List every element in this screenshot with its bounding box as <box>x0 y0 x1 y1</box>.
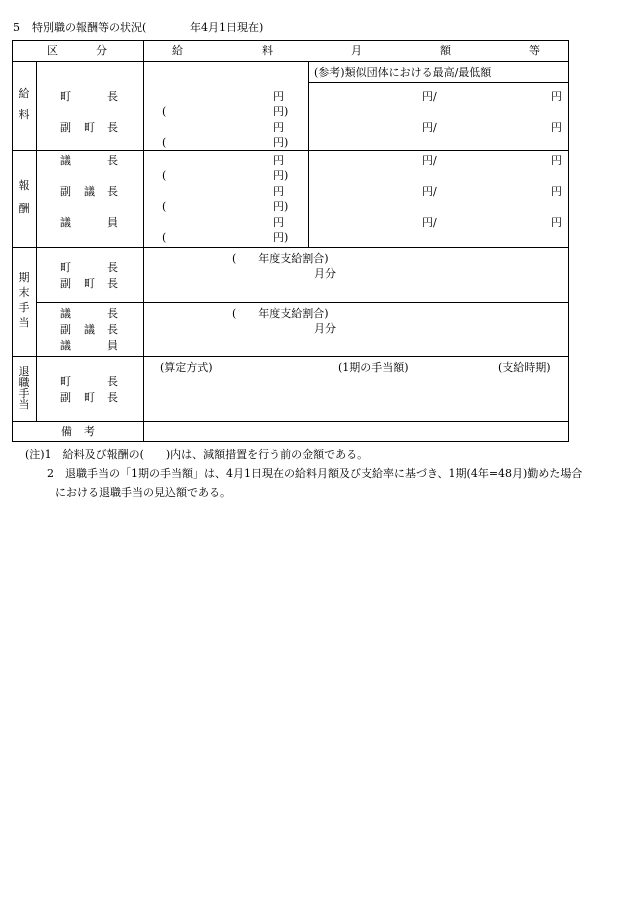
yen-label: 円 <box>273 216 284 229</box>
header-getsugaku-1: 月 <box>351 44 362 57</box>
header-kyuryo-2: 料 <box>262 44 273 57</box>
paren-open: ( <box>162 136 167 149</box>
paren-open: ( <box>162 169 167 182</box>
paren-open: ( <box>162 105 167 118</box>
header-kyuryo-1: 給 <box>172 44 183 57</box>
kimatsu-ratio-label: ( 年度支給割合) <box>232 252 329 265</box>
ref-range-max: 円 <box>551 90 562 103</box>
kyuryo-label: 給 料 <box>18 87 30 121</box>
yen-label: 円 <box>273 90 284 103</box>
ref-range-min: 円/ <box>422 154 437 167</box>
header-getsugaku-2: 額 <box>440 44 451 57</box>
section-date: 年4月1日現在) <box>190 21 264 34</box>
kimatsu-label: 期 末 手 当 <box>18 271 30 329</box>
taishoku-timing: (支給時期) <box>498 361 551 374</box>
header-reference: (参考)類似団体における最高/最低額 <box>314 66 492 79</box>
ref-range-min: 円/ <box>422 90 437 103</box>
note-2-cont: における退職手当の見込額である。 <box>55 486 231 499</box>
yen-close: 円) <box>273 105 289 118</box>
header-getsugaku-3: 等 <box>529 44 540 57</box>
kimatsu-months: 月分 <box>314 267 336 280</box>
section-title: 特別職の報酬等の状況( <box>32 21 147 34</box>
taishoku-label: 退 職 手 当 <box>18 365 30 411</box>
section-number: 5 <box>13 21 20 34</box>
biko-label-1: 備 <box>61 425 72 438</box>
ref-range-min: 円/ <box>422 216 437 229</box>
taishoku-method: (算定方式) <box>160 361 213 374</box>
ref-range-max: 円 <box>551 185 562 198</box>
biko-label-2: 考 <box>84 425 95 438</box>
yen-label: 円 <box>273 185 284 198</box>
paren-open: ( <box>162 231 167 244</box>
note-1: (注)1 給料及び報酬の( )内は、減額措置を行う前の金額である。 <box>25 448 369 461</box>
ref-range-max: 円 <box>551 154 562 167</box>
yen-close: 円) <box>273 200 289 213</box>
header-kubun-2: 分 <box>96 44 107 57</box>
yen-close: 円) <box>273 231 289 244</box>
ref-range-min: 円/ <box>422 121 437 134</box>
taishoku-amount: (1期の手当額) <box>338 361 409 374</box>
paren-open: ( <box>162 200 167 213</box>
note-2: 2 退職手当の「1期の手当額」は、4月1日現在の給料月額及び支給率に基づき、1期(4年=48月)勤めた場合 <box>47 467 583 480</box>
yen-close: 円) <box>273 169 289 182</box>
header-kubun-1: 区 <box>47 44 58 57</box>
kimatsu-months: 月分 <box>314 322 336 335</box>
yen-label: 円 <box>273 121 284 134</box>
yen-close: 円) <box>273 136 289 149</box>
kimatsu-ratio-label: ( 年度支給割合) <box>232 307 329 320</box>
hoshu-label: 報 酬 <box>18 179 30 215</box>
ref-range-max: 円 <box>551 121 562 134</box>
yen-label: 円 <box>273 154 284 167</box>
ref-range-min: 円/ <box>422 185 437 198</box>
ref-range-max: 円 <box>551 216 562 229</box>
